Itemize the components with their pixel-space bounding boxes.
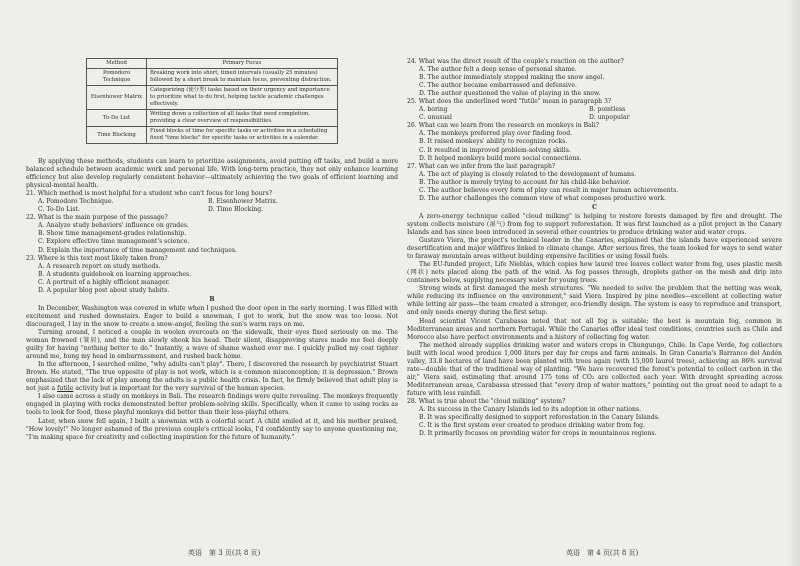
passage-c-paragraph: A zero-energy technique called "cloud milking" is helping to restore forests damaged by fire and drought. The system collects moisture (湿气) from fog to support reforestation. It was first launched as a pilot project in the Canary Islands and has since been introduced in several other countries to produce drinking water and water crops. <box>407 212 782 236</box>
option[interactable]: C. It resulted in improved problem-solving skills. <box>419 146 571 154</box>
method-name: To-Do List <box>87 110 147 127</box>
passage-b-paragraph <box>26 361 398 393</box>
option[interactable]: D. It helped monkeys build more social connections. <box>419 154 582 162</box>
method-focus: Writing down a collection of all tasks that need completion, providing a clear overview of responsibilities. <box>147 110 338 127</box>
question-21-options <box>26 206 398 214</box>
option[interactable]: B. The author is merely trying to account for his child-like behavior. <box>419 178 631 186</box>
option[interactable]: A. The act of playing is closely related to the development of humans. <box>419 170 637 178</box>
option[interactable]: B. It was specifically designed to support reforestation in the Canary Islands. <box>419 414 660 422</box>
passage-c-paragraph: Strong winds at first damaged the mesh structures. "We needed to solve the problem that the netting was weak, while reducing its influence on the environment," said Viera. Inspired by pine needles—excellent at collecting water while letting air pass—the team created a stronger, eco-friendly design. The system is easy to reproduce and transport, and only needs energy during the first setup. <box>407 285 782 317</box>
table-row <box>87 69 338 86</box>
option[interactable]: C. The author became embarrassed and defensive. <box>419 82 577 90</box>
method-name: Pomodoro Technique <box>87 69 147 86</box>
option[interactable]: B. Eisenhower Matrix. <box>208 198 278 206</box>
option[interactable]: A. The author felt a deep sense of personal shame. <box>419 66 577 74</box>
option[interactable]: D. unpopular <box>589 114 630 122</box>
underlined-word: futile <box>57 385 74 393</box>
option[interactable]: B. The author immediately stopped making the snow angel. <box>419 74 605 82</box>
question-27: 27. What can we infer from the last paragraph? <box>407 162 556 170</box>
paper-edge-shadow <box>786 0 800 566</box>
table-row <box>87 127 338 144</box>
option[interactable]: A. Its success in the Canary Islands led to its adoption in other nations. <box>419 406 642 414</box>
method-name: Eisenhower Matrix <box>87 86 147 110</box>
option[interactable]: A. Analyze study behaviors' influence on grades. <box>38 222 189 230</box>
page-footer-left: 英语 第 3 页(共 8 页) <box>188 549 261 557</box>
passage-b-paragraph: Turning around, I noticed a couple in woolen overcoats on the sidewalk, their eyes fixed seriously on me. The woman frowned (皱眉), and the man slowly shook his head. Their silent, disapproving stares made me feel deeply guilty for having "nothing better to do." Instantly, a wave of shame washed over me. I quickly pulled my coat tighter around me, hung my head in embarrassment, and rushed back home. <box>26 328 398 361</box>
option[interactable]: C. It is the first system ever created to produce drinking water from fog. <box>419 422 646 430</box>
option[interactable]: B. Show time management-grades relationship. <box>38 230 187 238</box>
section-b-heading: B <box>209 295 215 303</box>
passage-c-paragraph: Gustavo Viera, the project's technical leader in the Canaries, explained that the islands have experienced severe desertification and major wildfires linked to climate change. After serious fires, the team looked for ways to send water to faraway mountain areas without building expensive facilities or using fossil fuels. <box>407 237 782 261</box>
method-name: Time Blocking <box>87 127 147 144</box>
right-column <box>407 58 782 438</box>
question-26: 26. What can we learn from the research on monkeys in Bali? <box>407 122 599 130</box>
table-header-focus: Primary Focus <box>147 59 338 69</box>
option[interactable]: D. Time Blocking. <box>208 206 264 214</box>
question-25-options <box>407 114 782 122</box>
option[interactable]: D. The author challenges the common view of what composes productive work. <box>419 194 666 202</box>
text-run: activity but is important for the very survival of the human species. <box>73 385 286 393</box>
method-focus: Breaking work into short, timed intervals (usually 25 minutes) followed by a short break to maintain focus, preventing distraction. <box>147 69 338 86</box>
question-21: 21. Which method is most helpful for a student who can't focus for long hours? <box>26 190 273 198</box>
option[interactable]: A. boring <box>419 106 448 114</box>
left-column <box>26 158 398 442</box>
option[interactable]: A. A research report on study methods. <box>38 262 161 270</box>
text-run: In the afternoon, I searched online, "why adults can't play". There, I discovered the research by psychiatrist Stuart Brown. He stated, "The true opposite of play is not work, which is a common misconception; it is depression." Brown emphasized that the lack of play among the adults is a public health crisis. In fact, he firmly believed that adult play is not just a <box>26 361 398 393</box>
section-c-heading: C <box>592 203 597 211</box>
option[interactable]: C. To-Do List. <box>38 206 80 214</box>
table-row <box>87 86 338 110</box>
passage-b-paragraph: In December, Washington was covered in white when I pushed the door open in the early morning. I was filled with excitement and rushed downstairs. Eager to build a snowman, I got to work, but the snow was too loose. Not discouraged, I lay in the snow to create a snow-angel, feeling the sun's warm rays on me. <box>26 304 398 328</box>
option[interactable]: D. A popular blog post about study habits. <box>38 286 170 294</box>
page-footer-right: 英语 第 4 页(共 8 页) <box>566 549 639 557</box>
option[interactable]: C. The author believes every form of play can result in major human achievements. <box>419 186 679 194</box>
table-row <box>87 110 338 127</box>
question-25-options <box>407 106 782 114</box>
option[interactable]: B. A students guidebook on learning approaches. <box>38 270 192 278</box>
question-28: 28. What is true about the "cloud milking" system? <box>407 397 566 405</box>
passage-b-paragraph: I also came across a study on monkeys in Bali. The research findings were quite revealing. The monkeys frequently engaged in playing with rocks demonstrated better problem-solving skills. Specifically, when it came to using rocks as tools to look for food, these playful monkeys did better than their less-playful others. <box>26 393 398 417</box>
question-23: 23. Where is this text most likely taken from? <box>26 254 168 262</box>
question-21-options <box>26 198 398 206</box>
option[interactable]: A. Pomodoro Technique. <box>38 198 114 206</box>
question-25: 25. What does the underlined word "futile" mean in paragraph 3? <box>407 98 612 106</box>
option[interactable]: C. unusual <box>419 114 452 122</box>
method-focus: Fixed blocks of time for specific tasks or activities in a scheduling fixed "time blocks" for specific tasks or activities in a calendar. <box>147 127 338 144</box>
option[interactable]: C. A portrait of a highly efficient manager. <box>38 278 170 286</box>
methods-table <box>86 58 338 144</box>
option[interactable]: A. The monkeys preferred play over finding food. <box>419 130 573 138</box>
question-24: 24. What was the direct result of the couple's reaction on the author? <box>407 58 624 65</box>
option[interactable]: D. Explain the importance of time management and techniques. <box>38 246 237 254</box>
passage-a-conclusion: By applying these methods, students can learn to prioritize assignments, avoid putting off tasks, and build a more balanced schedule between academic work and personal life. With long-term practice, they not only enhance learning efficiency but also develop regularly consistent behavior—ultimately achieving the two goals of efficient learning and physical-mental health. <box>26 158 398 190</box>
option[interactable]: D. It primarily focuses on providing water for crops in mountainous regions. <box>419 430 657 438</box>
passage-c-paragraph: The method already supplies drinking water and waters crops in Chungungo, Chile. In Cape Verde, fog collectors built with local wood produce 1,000 liters per day for crops and farm animals. In Gran Canaria's Barranco del Andén valley, 33.8 hectares of land have been planted with trees again (with 15,000 laurel trees), achieving an 86% survival rate—double that of the traditional way of planting. "We have recovered the forest's potential to collect carbon in the air," Viera said, estimating that around 175 tons of CO₂ are collected each year. With drought spreading across Mediterranean areas, Carabassa stressed that "every drop of water matters," pointing out the great need to adapt to a future with less rainfall. <box>407 341 782 397</box>
option[interactable]: C. Explore effective time management's science. <box>38 238 190 246</box>
option[interactable]: B. It raised monkeys' ability to recognize rocks. <box>419 138 568 146</box>
table-header-method: Method <box>87 59 147 69</box>
method-focus: Categorizing (使分类) tasks based on their urgency and importance to prioritize what to do first, helping tackle academic challenges effectively. <box>147 86 338 110</box>
option[interactable]: B. pointless <box>589 106 626 114</box>
question-22: 22. What is the main purpose of the passage? <box>26 214 168 222</box>
passage-b-paragraph: Later, when snow fell again, I built a snowman with a colorful scarf. A child smiled at it, and his mother praised, "How lovely!" No longer ashamed of the previous couple's critical looks, I'd confidently say to anyone questioning me, "I'm making space for creativity and collecting inspiration for the future of humanity." <box>26 417 398 441</box>
option[interactable]: D. The author questioned the value of playing in the snow. <box>419 90 601 98</box>
passage-c-paragraph: Head scientist Vicent Carabassa noted that not all fog is suitable; the best is mountain fog, common in Mediterranean areas and northern Portugal. While the Canaries offer ideal test conditions, countries such as Chile and Morocco also have perfect environments and a history of collecting fog water. <box>407 317 782 341</box>
passage-c-paragraph: The EU-funded project, Life Nieblas, which copies how laurel tree leaves collect water from fog, uses plastic mesh (网状) nets placed along the path of the wind. As fog passes through, droplets gather on the mesh and drip into containers below, supplying necessary water for young trees. <box>407 261 782 285</box>
